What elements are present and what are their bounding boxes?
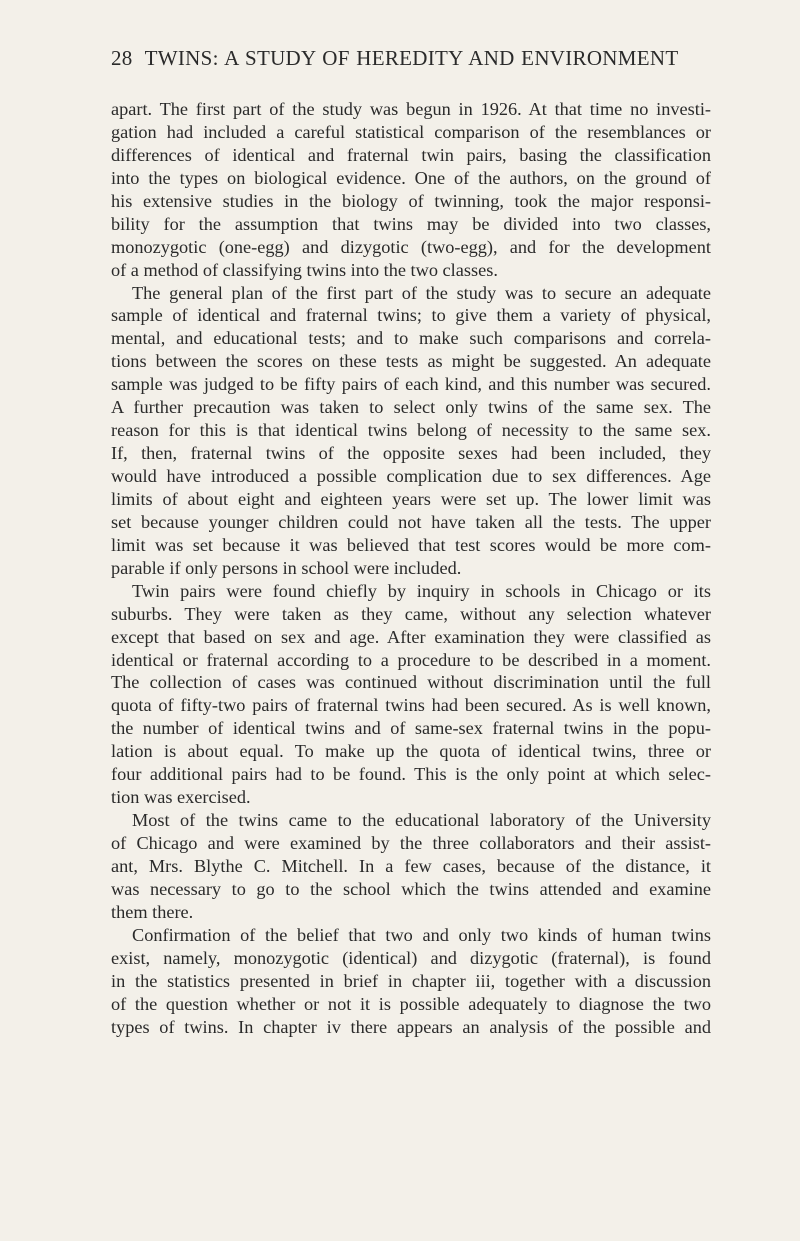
text-line: monozygotic (one-egg) and dizygotic (two-egg), and for the development	[111, 236, 711, 257]
text-line: lation is about equal. To make up the quota of identical twins, three or	[111, 741, 711, 762]
text-line: set because younger children could not have taken all the tests. The upper	[111, 511, 711, 532]
body-text	[111, 98, 711, 1038]
text-line: was necessary to go to the school which the twins attended and examine	[111, 878, 711, 899]
text-line: suburbs. They were taken as they came, without any selection whatever	[111, 603, 711, 624]
text-line: the number of identical twins and of same-sex fraternal twins in the popu-	[111, 718, 711, 739]
text-line: bility for the assumption that twins may be divided into two classes,	[111, 213, 711, 234]
text-line: limits of about eight and eighteen years were set up. The lower limit was	[111, 488, 711, 509]
text-line: types of twins. In chapter iv there appears an analysis of the possible and	[111, 1016, 711, 1037]
text-line: sample of identical and fraternal twins; to give them a variety of physical,	[111, 305, 711, 326]
text-line: would have introduced a possible complication due to sex differences. Age	[111, 466, 711, 486]
text-line: differences of identical and fraternal twin pairs, basing the classification	[111, 144, 711, 165]
paragraph	[111, 98, 711, 282]
running-head	[111, 46, 731, 71]
running-title: TWINS: A STUDY OF HEREDITY AND ENVIRONMENT	[144, 46, 679, 70]
text-line: reason for this is that identical twins belong of necessity to the same sex.	[111, 420, 711, 441]
text-line: them there.	[111, 901, 194, 922]
paragraph	[111, 282, 711, 580]
text-line: of a method of classifying twins into the two classes.	[111, 259, 498, 280]
text-line: four additional pairs had to be found. This is the only point at which selec-	[111, 764, 711, 785]
text-line: apart. The first part of the study was begun in 1926. At that time no investi-	[111, 99, 711, 119]
text-line: Most of the twins came to the educational laboratory of the University	[132, 810, 711, 831]
text-line: quota of fifty-two pairs of fraternal twins had been secured. As is well known,	[111, 695, 711, 716]
text-line: except that based on sex and age. After examination they were classified as	[111, 626, 711, 647]
text-line: gation had included a careful statistical comparison of the resemblances or	[111, 121, 711, 142]
text-line: mental, and educational tests; and to make such comparisons and correla-	[111, 328, 711, 349]
text-line: sample was judged to be fifty pairs of each kind, and this number was secured.	[111, 374, 711, 395]
text-line: limit was set because it was believed that test scores would be more com-	[111, 534, 711, 555]
text-line: identical or fraternal according to a procedure to be described in a moment.	[111, 649, 711, 670]
paragraph	[111, 809, 711, 924]
text-line: into the types on biological evidence. One of the authors, on the ground of	[111, 167, 711, 188]
text-line: Twin pairs were found chiefly by inquiry in schools in Chicago or its	[132, 580, 711, 601]
text-line: in the statistics presented in brief in chapter iii, together with a discussion	[111, 970, 711, 991]
text-line: exist, namely, monozygotic (identical) and dizygotic (fraternal), is found	[111, 947, 711, 968]
text-line: The general plan of the first part of the study was to secure an adequate	[132, 282, 711, 303]
page-number: 28	[111, 46, 133, 70]
text-line: Confirmation of the belief that two and only two kinds of human twins	[132, 924, 711, 945]
text-line: ant, Mrs. Blythe C. Mitchell. In a few cases, because of the distance, it	[111, 855, 711, 876]
text-line: his extensive studies in the biology of twinning, took the major responsi-	[111, 190, 711, 211]
text-line: parable if only persons in school were included.	[111, 557, 462, 578]
text-line: The collection of cases was continued without discrimination until the full	[111, 672, 711, 693]
text-line: of Chicago and were examined by the three collaborators and their assist-	[111, 833, 711, 853]
paragraph	[111, 580, 711, 809]
text-line: tion was exercised.	[111, 787, 251, 808]
text-line: tions between the scores on these tests as might be suggested. An adequate	[111, 351, 711, 372]
text-line: of the question whether or not it is possible adequately to diagnose the two	[111, 993, 711, 1014]
text-line: If, then, fraternal twins of the opposite sexes had been included, they	[111, 443, 711, 464]
paragraph	[111, 924, 711, 1039]
text-line: A further precaution was taken to select only twins of the same sex. The	[111, 397, 711, 418]
